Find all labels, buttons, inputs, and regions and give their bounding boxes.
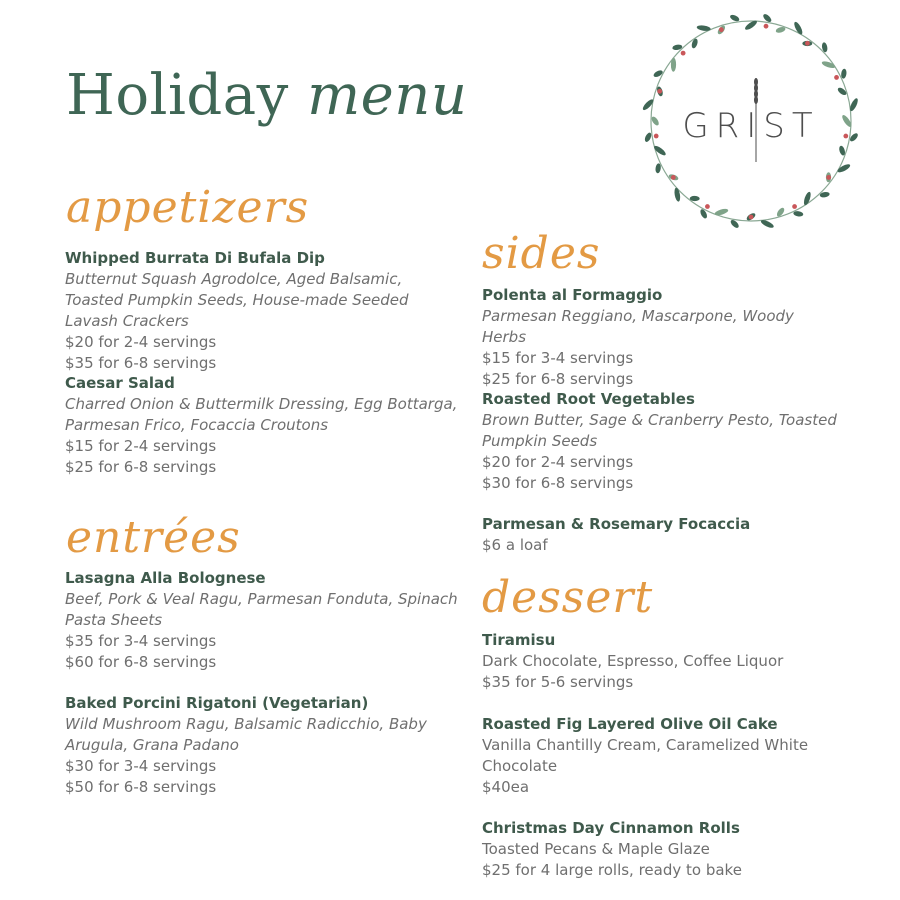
item-name: Parmesan & Rosemary Focaccia <box>482 515 751 533</box>
menu-item <box>482 818 842 881</box>
heading-entrees: entrées <box>66 512 241 563</box>
item-price: $25 for 4 large rolls, ready to bake <box>482 861 742 879</box>
item-description: Beef, Pork & Veal Ragu, Parmesan Fonduta, Spinach Pasta Sheets <box>65 590 458 629</box>
item-price: $20 for 2-4 servings <box>65 333 217 351</box>
item-name: Lasagna Alla Bolognese <box>65 569 266 587</box>
item-price: $40ea <box>482 778 530 796</box>
heading-appetizers: appetizers <box>66 182 310 233</box>
item-price: $25 for 6-8 servings <box>65 458 217 476</box>
item-name: Roasted Root Vegetables <box>482 390 695 408</box>
item-price: $50 for 6-8 servings <box>65 778 217 796</box>
menu-item <box>65 693 465 798</box>
menu-item <box>482 285 842 390</box>
item-price: $60 for 6-8 servings <box>65 653 217 671</box>
item-price: $35 for 5-6 servings <box>482 673 634 691</box>
logo-text: GRIST <box>682 106 820 146</box>
item-description: Vanilla Chantilly Cream, Caramelized White Chocolate <box>482 736 809 775</box>
item-description: Parmesan Reggiano, Mascarpone, Woody Herbs <box>482 307 794 346</box>
item-description: Brown Butter, Sage & Cranberry Pesto, Toasted Pumpkin Seeds <box>482 411 837 450</box>
item-description: Wild Mushroom Ragu, Balsamic Radicchio, Baby Arugula, Grana Padano <box>65 715 427 754</box>
page-title <box>66 62 467 129</box>
menu-item <box>65 373 465 478</box>
item-name: Caesar Salad <box>65 374 175 392</box>
item-price: $6 a loaf <box>482 536 548 554</box>
heading-sides: sides <box>482 228 601 279</box>
menu-item <box>65 248 465 374</box>
item-price: $30 for 6-8 servings <box>482 474 634 492</box>
item-description: Dark Chocolate, Espresso, Coffee Liquor <box>482 652 784 670</box>
menu-item <box>482 714 842 798</box>
item-description: Charred Onion & Buttermilk Dressing, Egg Bottarga, Parmesan Frico, Focaccia Croutons <box>65 395 458 434</box>
item-name: Christmas Day Cinnamon Rolls <box>482 819 740 837</box>
menu-item <box>482 514 842 556</box>
title-word-holiday: Holiday <box>66 63 289 128</box>
menu-item <box>482 389 842 494</box>
item-price: $15 for 2-4 servings <box>65 437 217 455</box>
menu-item <box>65 568 465 673</box>
item-name: Roasted Fig Layered Olive Oil Cake <box>482 715 778 733</box>
item-price: $30 for 3-4 servings <box>65 757 217 775</box>
item-name: Baked Porcini Rigatoni (Vegetarian) <box>65 694 369 712</box>
item-price: $25 for 6-8 servings <box>482 370 634 388</box>
item-price: $15 for 3-4 servings <box>482 349 634 367</box>
grist-logo <box>618 0 884 244</box>
item-name: Polenta al Formaggio <box>482 286 663 304</box>
item-description: Butternut Squash Agrodolce, Aged Balsamic, Toasted Pumpkin Seeds, House-made Seeded Lavash Crackers <box>65 270 409 330</box>
item-name: Tiramisu <box>482 631 556 649</box>
heading-dessert: dessert <box>482 572 654 623</box>
menu-item <box>482 630 842 693</box>
item-price: $35 for 6-8 servings <box>65 354 217 372</box>
item-price: $20 for 2-4 servings <box>482 453 634 471</box>
item-description: Toasted Pecans & Maple Glaze <box>482 840 710 858</box>
title-word-menu: menu <box>307 63 468 128</box>
item-name: Whipped Burrata Di Bufala Dip <box>65 249 325 267</box>
item-price: $35 for 3-4 servings <box>65 632 217 650</box>
